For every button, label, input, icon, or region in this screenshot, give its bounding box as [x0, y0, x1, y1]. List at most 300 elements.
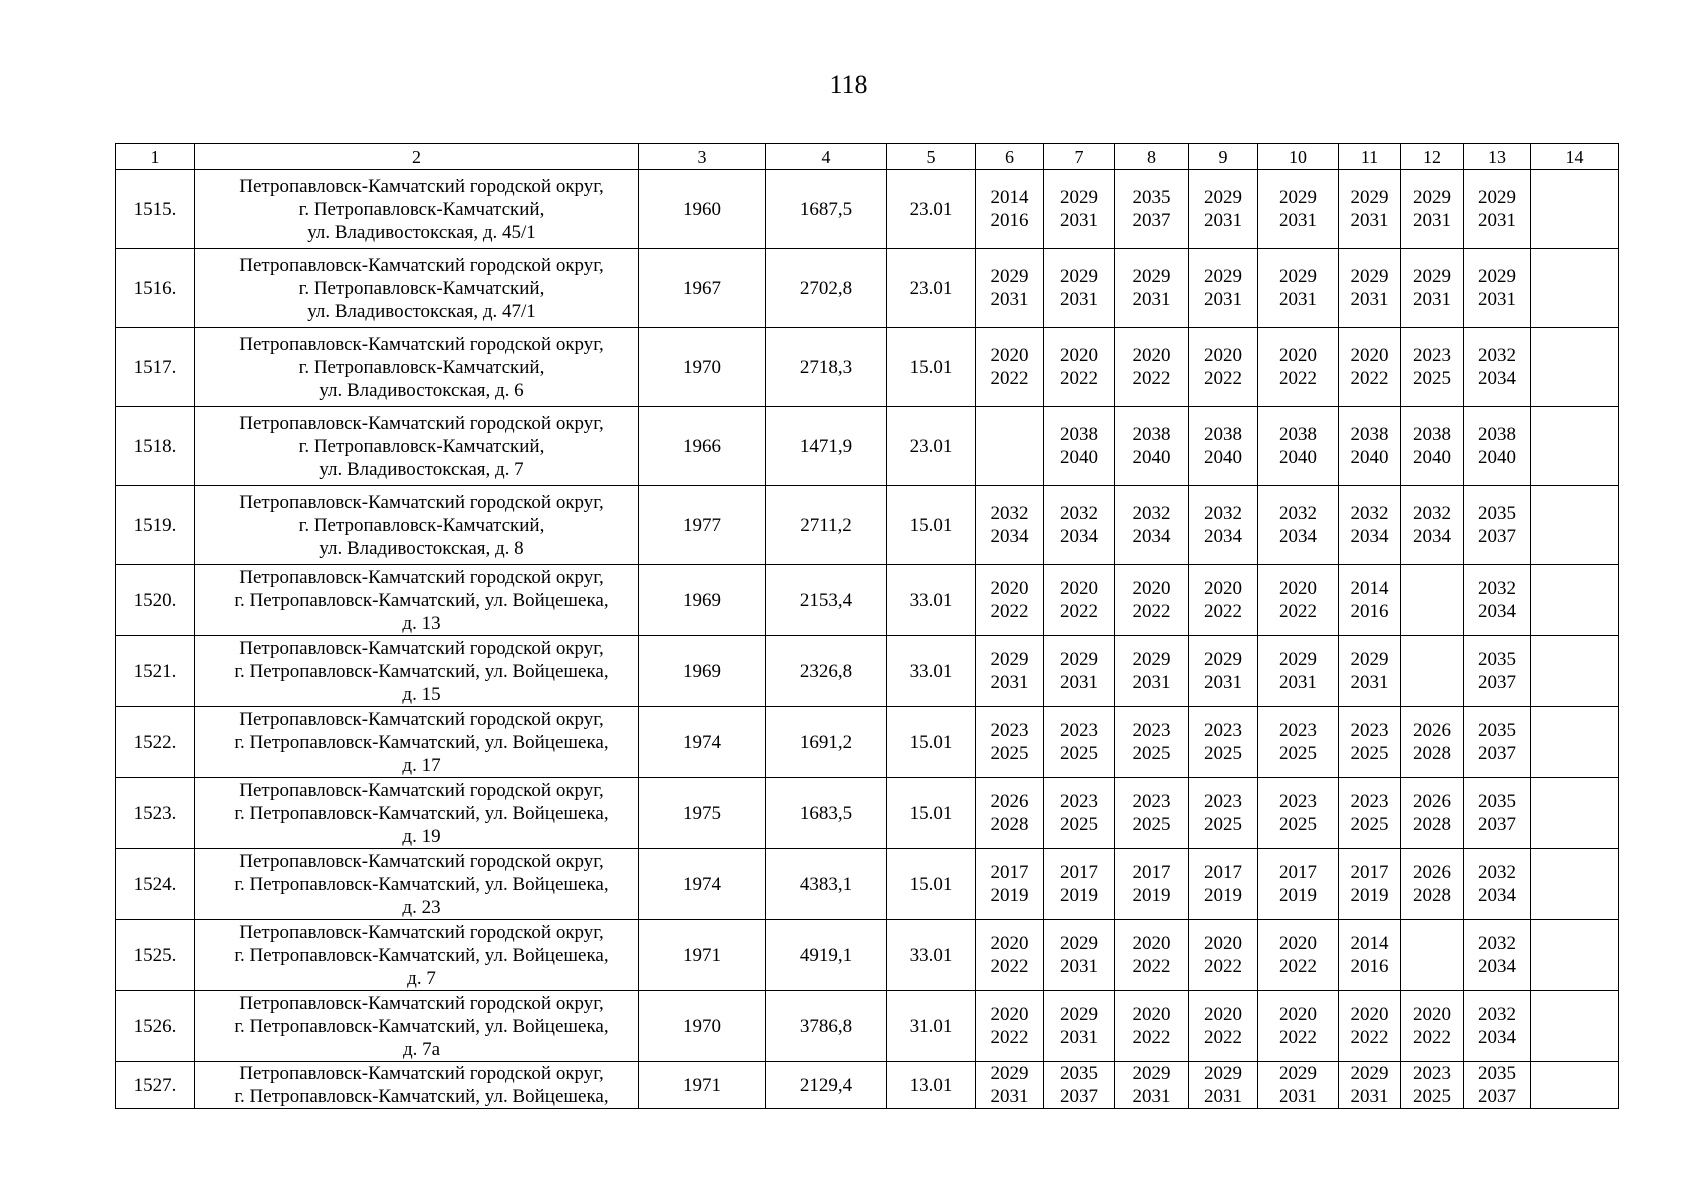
period-year: 2032: [1478, 1004, 1516, 1025]
empty-cell: [1531, 707, 1619, 778]
period-cell-c7: [1044, 565, 1115, 636]
period-year: 2035: [1132, 187, 1171, 208]
period-cell-c7: [1044, 636, 1115, 707]
period-cell-c6: [976, 707, 1044, 778]
address-line: д. 7: [407, 967, 436, 989]
code-cell: 33.01: [887, 636, 976, 707]
period-year: 2020: [990, 933, 1029, 954]
period-year: 2035: [1478, 503, 1516, 524]
period-year: 2031: [990, 672, 1029, 693]
area-cell: 1471,9: [766, 407, 887, 486]
address-line: ул. Владивостокская, д. 6: [319, 379, 524, 401]
area-cell: 4383,1: [766, 849, 887, 920]
period-year: 2017: [1060, 862, 1098, 883]
period-year: 2022: [1204, 368, 1242, 389]
period-cell-c6: [976, 849, 1044, 920]
period-year: 2016: [1350, 956, 1389, 977]
period-year: 2034: [1478, 1027, 1516, 1048]
period-year: 2020: [990, 578, 1029, 599]
period-year: 2031: [1060, 956, 1098, 977]
period-cell-c8: [1115, 636, 1189, 707]
period-year: 2019: [1132, 885, 1171, 906]
period-cell-c9: [1189, 170, 1258, 249]
period-cell-c12: [1401, 407, 1464, 486]
period-year: 2032: [1279, 503, 1317, 524]
row-number-cell: 1527.: [116, 1062, 195, 1109]
period-year: 2023: [1204, 791, 1242, 812]
period-cell-c13: [1464, 778, 1531, 849]
period-year: 2040: [1350, 447, 1389, 468]
period-year: 2023: [1132, 791, 1171, 812]
row-number-cell: 1523.: [116, 778, 195, 849]
period-year: 2031: [1132, 289, 1171, 310]
column-header: 2: [195, 144, 639, 170]
period-year: 2032: [1060, 503, 1098, 524]
period-cell-c11: [1339, 849, 1401, 920]
period-year: 2031: [1350, 1086, 1389, 1107]
period-year: 2022: [1204, 956, 1242, 977]
period-cell-c7: [1044, 849, 1115, 920]
period-year: 2029: [1060, 1004, 1098, 1025]
empty-cell: [1531, 778, 1619, 849]
column-header: 5: [887, 144, 976, 170]
empty-cell: [1531, 636, 1619, 707]
year-built-cell: 1967: [639, 249, 766, 328]
period-year: 2020: [1060, 578, 1098, 599]
year-built-cell: 1974: [639, 849, 766, 920]
period-cell-c11: [1339, 170, 1401, 249]
period-cell-c11: [1339, 707, 1401, 778]
period-year: 2025: [990, 743, 1029, 764]
year-built-cell: 1960: [639, 170, 766, 249]
row-number-cell: 1521.: [116, 636, 195, 707]
period-year: 2022: [990, 956, 1029, 977]
period-year: 2022: [1204, 601, 1242, 622]
period-year: 2022: [1060, 601, 1098, 622]
row-number-cell: 1526.: [116, 991, 195, 1062]
period-year: 2029: [1132, 649, 1171, 670]
empty-cell: [1531, 249, 1619, 328]
period-year: 2031: [1279, 210, 1317, 231]
period-cell-c9: [1189, 849, 1258, 920]
period-year: 2025: [1132, 814, 1171, 835]
period-year: 2031: [1413, 289, 1451, 310]
column-header: 3: [639, 144, 766, 170]
period-cell-c13: [1464, 849, 1531, 920]
address-line: г. Петропавловск-Камчатский,: [298, 198, 545, 220]
period-year: 2034: [1204, 526, 1242, 547]
period-cell-c10: [1258, 920, 1339, 991]
period-year: 2026: [1413, 720, 1451, 741]
period-year: 2020: [1132, 578, 1171, 599]
address-line: ул. Владивостокская, д. 7: [319, 458, 524, 480]
period-cell-c6: [976, 407, 1044, 486]
row-number-cell: 1516.: [116, 249, 195, 328]
period-year: 2017: [1132, 862, 1171, 883]
period-cell-c13: [1464, 991, 1531, 1062]
period-year: 2023: [1350, 720, 1389, 741]
period-cell-c12: [1401, 778, 1464, 849]
address-cell: [195, 707, 639, 778]
area-cell: 2718,3: [766, 328, 887, 407]
period-year: 2031: [1350, 210, 1389, 231]
period-year: 2032: [1132, 503, 1171, 524]
year-built-cell: 1977: [639, 486, 766, 565]
period-year: 2028: [1413, 743, 1451, 764]
period-year: 2029: [1279, 649, 1317, 670]
period-year: 2038: [1413, 424, 1451, 445]
period-year: 2026: [1413, 791, 1451, 812]
period-cell-c8: [1115, 849, 1189, 920]
period-year: 2019: [990, 885, 1029, 906]
period-cell-c9: [1189, 636, 1258, 707]
period-cell-c9: [1189, 328, 1258, 407]
period-year: 2032: [1478, 862, 1516, 883]
table-row: [116, 486, 1619, 565]
period-cell-c8: [1115, 920, 1189, 991]
area-cell: 2702,8: [766, 249, 887, 328]
period-year: 2029: [1350, 1063, 1389, 1084]
empty-cell: [1531, 328, 1619, 407]
period-cell-c10: [1258, 170, 1339, 249]
period-year: 2029: [1350, 187, 1389, 208]
empty-cell: [1531, 920, 1619, 991]
period-year: 2029: [1279, 1063, 1317, 1084]
table-row: [116, 778, 1619, 849]
period-year: 2025: [1350, 814, 1389, 835]
code-cell: 15.01: [887, 778, 976, 849]
period-year: 2016: [1350, 601, 1389, 622]
period-cell-c7: [1044, 249, 1115, 328]
period-cell-c6: [976, 328, 1044, 407]
period-year: 2032: [1478, 578, 1516, 599]
address-line: Петропавловск-Камчатский городской округ,: [239, 708, 604, 730]
period-cell-c12: [1401, 636, 1464, 707]
address-line: д. 13: [402, 612, 441, 634]
column-header: 12: [1401, 144, 1464, 170]
period-year: 2023: [1279, 791, 1317, 812]
period-cell-c7: [1044, 778, 1115, 849]
period-year: 2031: [1060, 210, 1098, 231]
address-line: Петропавловск-Камчатский городской округ,: [239, 412, 604, 434]
period-year: 2020: [1204, 578, 1242, 599]
period-cell-c10: [1258, 991, 1339, 1062]
empty-cell: [1531, 486, 1619, 565]
address-line: Петропавловск-Камчатский городской округ,: [239, 992, 604, 1014]
period-year: 2037: [1478, 743, 1516, 764]
period-cell-c13: [1464, 1062, 1531, 1109]
address-cell: [195, 486, 639, 565]
period-year: 2017: [990, 862, 1029, 883]
period-cell-c10: [1258, 636, 1339, 707]
area-cell: 2326,8: [766, 636, 887, 707]
period-year: 2034: [1413, 526, 1451, 547]
period-cell-c9: [1189, 1062, 1258, 1109]
address-line: г. Петропавловск-Камчатский, ул. Войцешека,: [234, 589, 609, 611]
empty-cell: [1531, 407, 1619, 486]
period-cell-c11: [1339, 486, 1401, 565]
period-year: 2029: [1132, 266, 1171, 287]
period-year: 2031: [1350, 672, 1389, 693]
address-line: г. Петропавловск-Камчатский,: [298, 514, 545, 536]
address-cell: [195, 328, 639, 407]
row-number-cell: 1517.: [116, 328, 195, 407]
period-year: 2025: [1413, 368, 1451, 389]
period-cell-c7: [1044, 707, 1115, 778]
period-year: 2035: [1478, 649, 1516, 670]
address-line: Петропавловск-Камчатский городской округ,: [239, 1063, 604, 1084]
period-year: 2032: [1478, 933, 1516, 954]
header-row: [116, 144, 1619, 170]
period-year: 2022: [1132, 368, 1171, 389]
period-year: 2025: [1279, 814, 1317, 835]
period-cell-c8: [1115, 328, 1189, 407]
period-year: 2023: [1350, 791, 1389, 812]
code-cell: 15.01: [887, 486, 976, 565]
period-year: 2022: [1279, 601, 1317, 622]
period-year: 2031: [1060, 672, 1098, 693]
period-year: 2029: [1413, 266, 1451, 287]
area-cell: 1687,5: [766, 170, 887, 249]
period-cell-c7: [1044, 991, 1115, 1062]
period-year: 2034: [1060, 526, 1098, 547]
period-year: 2032: [990, 503, 1029, 524]
period-cell-c6: [976, 486, 1044, 565]
period-year: 2025: [1204, 814, 1242, 835]
table-row: [116, 920, 1619, 991]
period-year: 2020: [1132, 1004, 1171, 1025]
period-year: 2040: [1060, 447, 1098, 468]
period-cell-c7: [1044, 486, 1115, 565]
period-year: 2025: [1279, 743, 1317, 764]
period-cell-c10: [1258, 849, 1339, 920]
period-year: 2014: [1350, 578, 1389, 599]
area-cell: 1691,2: [766, 707, 887, 778]
period-cell-c11: [1339, 636, 1401, 707]
period-cell-c12: [1401, 486, 1464, 565]
period-year: 2031: [1413, 210, 1451, 231]
period-year: 2029: [1204, 266, 1242, 287]
period-year: 2032: [1204, 503, 1242, 524]
period-cell-c8: [1115, 170, 1189, 249]
row-number-cell: 1515.: [116, 170, 195, 249]
period-year: 2019: [1279, 885, 1317, 906]
period-year: 2020: [1132, 933, 1171, 954]
period-year: 2020: [1413, 1004, 1451, 1025]
period-year: 2031: [1478, 289, 1516, 310]
period-year: 2038: [1350, 424, 1389, 445]
row-number-cell: 1524.: [116, 849, 195, 920]
address-line: Петропавловск-Камчатский городской округ,: [239, 850, 604, 872]
period-cell-c12: [1401, 991, 1464, 1062]
address-line: ул. Владивостокская, д. 47/1: [307, 300, 536, 322]
period-year: 2029: [1204, 1063, 1242, 1084]
address-cell: [195, 778, 639, 849]
row-number-cell: 1519.: [116, 486, 195, 565]
period-year: 2029: [1478, 266, 1516, 287]
address-line: г. Петропавловск-Камчатский, ул. Войцешека,: [234, 731, 609, 753]
period-year: 2029: [990, 266, 1029, 287]
period-year: 2034: [1132, 526, 1171, 547]
period-year: 2031: [1132, 1086, 1171, 1107]
period-year: 2022: [990, 601, 1029, 622]
period-cell-c11: [1339, 1062, 1401, 1109]
table-row: [116, 636, 1619, 707]
table-row: [116, 991, 1619, 1062]
period-year: 2029: [1279, 187, 1317, 208]
code-cell: 13.01: [887, 1062, 976, 1109]
period-cell-c8: [1115, 707, 1189, 778]
period-cell-c11: [1339, 407, 1401, 486]
period-cell-c9: [1189, 707, 1258, 778]
table-row: [116, 707, 1619, 778]
period-cell-c6: [976, 170, 1044, 249]
table-row: [116, 1062, 1619, 1109]
period-year: 2031: [1132, 672, 1171, 693]
period-year: 2037: [1060, 1086, 1098, 1107]
period-cell-c8: [1115, 407, 1189, 486]
period-cell-c9: [1189, 407, 1258, 486]
column-header: 13: [1464, 144, 1531, 170]
period-cell-c13: [1464, 170, 1531, 249]
period-year: 2025: [1060, 814, 1098, 835]
column-header: 6: [976, 144, 1044, 170]
year-built-cell: 1969: [639, 565, 766, 636]
year-built-cell: 1966: [639, 407, 766, 486]
period-year: 2035: [1478, 720, 1516, 741]
year-built-cell: 1975: [639, 778, 766, 849]
period-year: 2032: [1350, 503, 1389, 524]
address-line: Петропавловск-Камчатский городской округ,: [239, 779, 604, 801]
year-built-cell: 1971: [639, 1062, 766, 1109]
period-year: 2025: [1413, 1086, 1451, 1107]
table-row: [116, 328, 1619, 407]
empty-cell: [1531, 170, 1619, 249]
year-built-cell: 1970: [639, 328, 766, 407]
period-cell-c7: [1044, 920, 1115, 991]
period-cell-c9: [1189, 486, 1258, 565]
period-year: 2031: [1279, 289, 1317, 310]
address-line: д. 7а: [402, 1038, 441, 1060]
period-year: 2029: [1060, 649, 1098, 670]
period-cell-c8: [1115, 486, 1189, 565]
period-year: 2016: [990, 210, 1029, 231]
code-cell: 23.01: [887, 249, 976, 328]
period-cell-c12: [1401, 170, 1464, 249]
area-cell: 2153,4: [766, 565, 887, 636]
period-cell-c8: [1115, 778, 1189, 849]
period-cell-c9: [1189, 249, 1258, 328]
column-header: 4: [766, 144, 887, 170]
period-cell-c11: [1339, 991, 1401, 1062]
period-year: 2029: [1413, 187, 1451, 208]
period-cell-c10: [1258, 565, 1339, 636]
period-cell-c7: [1044, 328, 1115, 407]
period-cell-c6: [976, 249, 1044, 328]
period-year: 2031: [1204, 289, 1242, 310]
period-cell-c10: [1258, 486, 1339, 565]
period-year: 2019: [1060, 885, 1098, 906]
period-cell-c6: [976, 636, 1044, 707]
row-number-cell: 1525.: [116, 920, 195, 991]
column-header: 1: [116, 144, 195, 170]
address-line: д. 19: [402, 825, 441, 847]
period-year: 2023: [1060, 791, 1098, 812]
period-cell-c12: [1401, 565, 1464, 636]
period-year: 2014: [1350, 933, 1389, 954]
period-year: 2029: [1060, 933, 1098, 954]
address-cell: [195, 636, 639, 707]
period-cell-c9: [1189, 991, 1258, 1062]
period-year: 2022: [1132, 956, 1171, 977]
period-year: 2023: [1279, 720, 1317, 741]
period-cell-c13: [1464, 328, 1531, 407]
period-year: 2031: [1204, 1086, 1242, 1107]
address-line: Петропавловск-Камчатский городской округ,: [239, 566, 604, 588]
year-built-cell: 1970: [639, 991, 766, 1062]
period-year: 2034: [1279, 526, 1317, 547]
period-cell-c10: [1258, 407, 1339, 486]
address-line: ул. Владивостокская, д. 8: [319, 537, 524, 559]
column-header: 8: [1115, 144, 1189, 170]
period-year: 2022: [1060, 368, 1098, 389]
year-built-cell: 1971: [639, 920, 766, 991]
period-year: 2025: [1204, 743, 1242, 764]
period-year: 2023: [1204, 720, 1242, 741]
period-year: 2035: [1478, 1063, 1516, 1084]
period-year: 2037: [1478, 814, 1516, 835]
period-year: 2022: [1350, 368, 1389, 389]
address-line: Петропавловск-Камчатский городской округ,: [239, 491, 604, 513]
period-year: 2023: [1413, 1063, 1451, 1084]
code-cell: 23.01: [887, 407, 976, 486]
period-cell-c10: [1258, 707, 1339, 778]
address-line: д. 15: [402, 683, 441, 705]
period-year: 2034: [1350, 526, 1389, 547]
code-cell: 15.01: [887, 328, 976, 407]
period-cell-c10: [1258, 1062, 1339, 1109]
code-cell: 15.01: [887, 707, 976, 778]
period-year: 2031: [1204, 672, 1242, 693]
period-year: 2020: [1204, 1004, 1242, 1025]
table-row: [116, 170, 1619, 249]
period-year: 2022: [1350, 1027, 1389, 1048]
period-cell-c6: [976, 565, 1044, 636]
period-year: 2035: [1060, 1063, 1098, 1084]
period-year: 2023: [1413, 345, 1451, 366]
period-cell-c6: [976, 1062, 1044, 1109]
address-cell: [195, 407, 639, 486]
address-cell: [195, 991, 639, 1062]
address-line: г. Петропавловск-Камчатский, ул. Войцешека,: [234, 802, 609, 824]
period-year: 2037: [1478, 672, 1516, 693]
period-year: 2022: [1279, 1027, 1317, 1048]
period-year: 2037: [1132, 210, 1171, 231]
code-cell: 33.01: [887, 565, 976, 636]
table-row: [116, 407, 1619, 486]
period-cell-c6: [976, 991, 1044, 1062]
period-cell-c7: [1044, 170, 1115, 249]
period-cell-c11: [1339, 778, 1401, 849]
period-cell-c8: [1115, 991, 1189, 1062]
address-line: ул. Владивостокская, д. 45/1: [307, 221, 536, 243]
address-line: д. 23: [402, 896, 441, 918]
row-number-cell: 1518.: [116, 407, 195, 486]
address-line: Петропавловск-Камчатский городской округ,: [239, 333, 604, 355]
address-cell: [195, 565, 639, 636]
period-year: 2022: [1204, 1027, 1242, 1048]
period-year: 2029: [1279, 266, 1317, 287]
